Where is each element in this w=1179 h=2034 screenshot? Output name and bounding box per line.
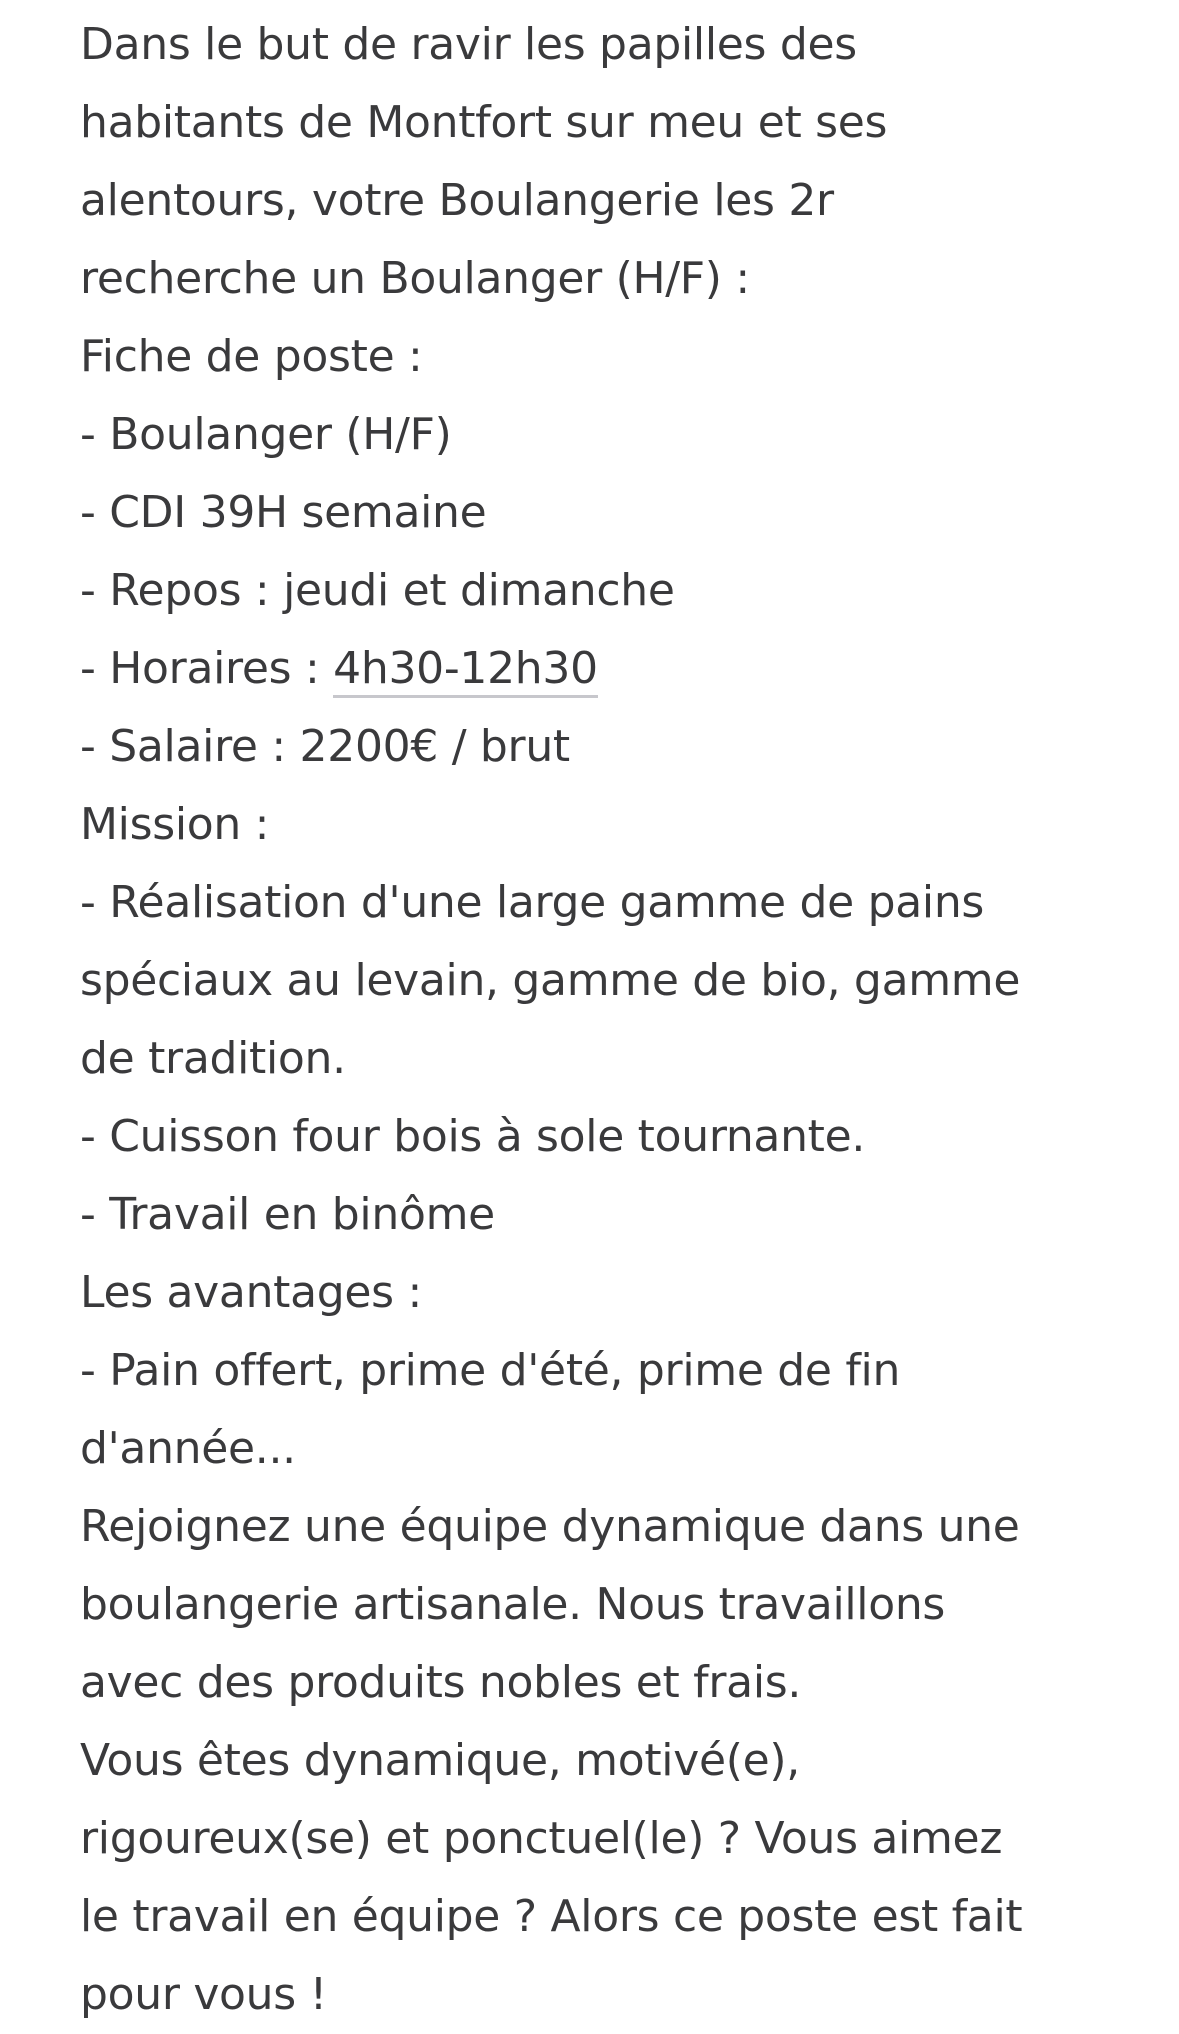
text-line: - Repos : jeudi et dimanche [80, 565, 675, 616]
section-heading-fiche: Fiche de poste : [80, 331, 423, 382]
text-line: habitants de Montfort sur meu et ses [80, 97, 888, 148]
text-line: rigoureux(se) et ponctuel(le) ? Vous aimez [80, 1813, 1003, 1864]
text-line: - Salaire : 2200€ / brut [80, 721, 570, 772]
text-line: - Cuisson four bois à sole tournante. [80, 1111, 866, 1162]
text-line: avec des produits nobles et frais. [80, 1657, 802, 1708]
text-line: le travail en équipe ? Alors ce poste est fait [80, 1891, 1023, 1942]
text-line: - Réalisation d'une large gamme de pains [80, 877, 985, 928]
text-line: - CDI 39H semaine [80, 487, 487, 538]
text-line: Dans le but de ravir les papilles des [80, 19, 857, 70]
text-line: spéciaux au levain, gamme de bio, gamme [80, 955, 1021, 1006]
text-line: - Pain offert, prime d'été, prime de fin [80, 1345, 901, 1396]
text-line: recherche un Boulanger (H/F) : [80, 253, 750, 304]
text-line: Rejoignez une équipe dynamique dans une [80, 1501, 1020, 1552]
text-line: Vous êtes dynamique, motivé(e), [80, 1735, 800, 1786]
text-line: - Boulanger (H/F) [80, 409, 452, 460]
text-line: pour vous ! [80, 1969, 327, 2020]
post-body [80, 6, 1140, 2034]
hours-link[interactable]: 4h30-12h30 [333, 643, 598, 698]
text-line: boulangerie artisanale. Nous travaillons [80, 1579, 946, 1630]
text-line: d'année... [80, 1423, 296, 1474]
section-heading-mission: Mission : [80, 799, 270, 850]
text-line: - Travail en binôme [80, 1189, 495, 1240]
section-heading-avantages: Les avantages : [80, 1267, 423, 1318]
hours-label: - Horaires : [80, 643, 334, 694]
text-line: de tradition. [80, 1033, 346, 1084]
text-line: alentours, votre Boulangerie les 2r [80, 175, 834, 226]
hours-line [80, 630, 1140, 708]
